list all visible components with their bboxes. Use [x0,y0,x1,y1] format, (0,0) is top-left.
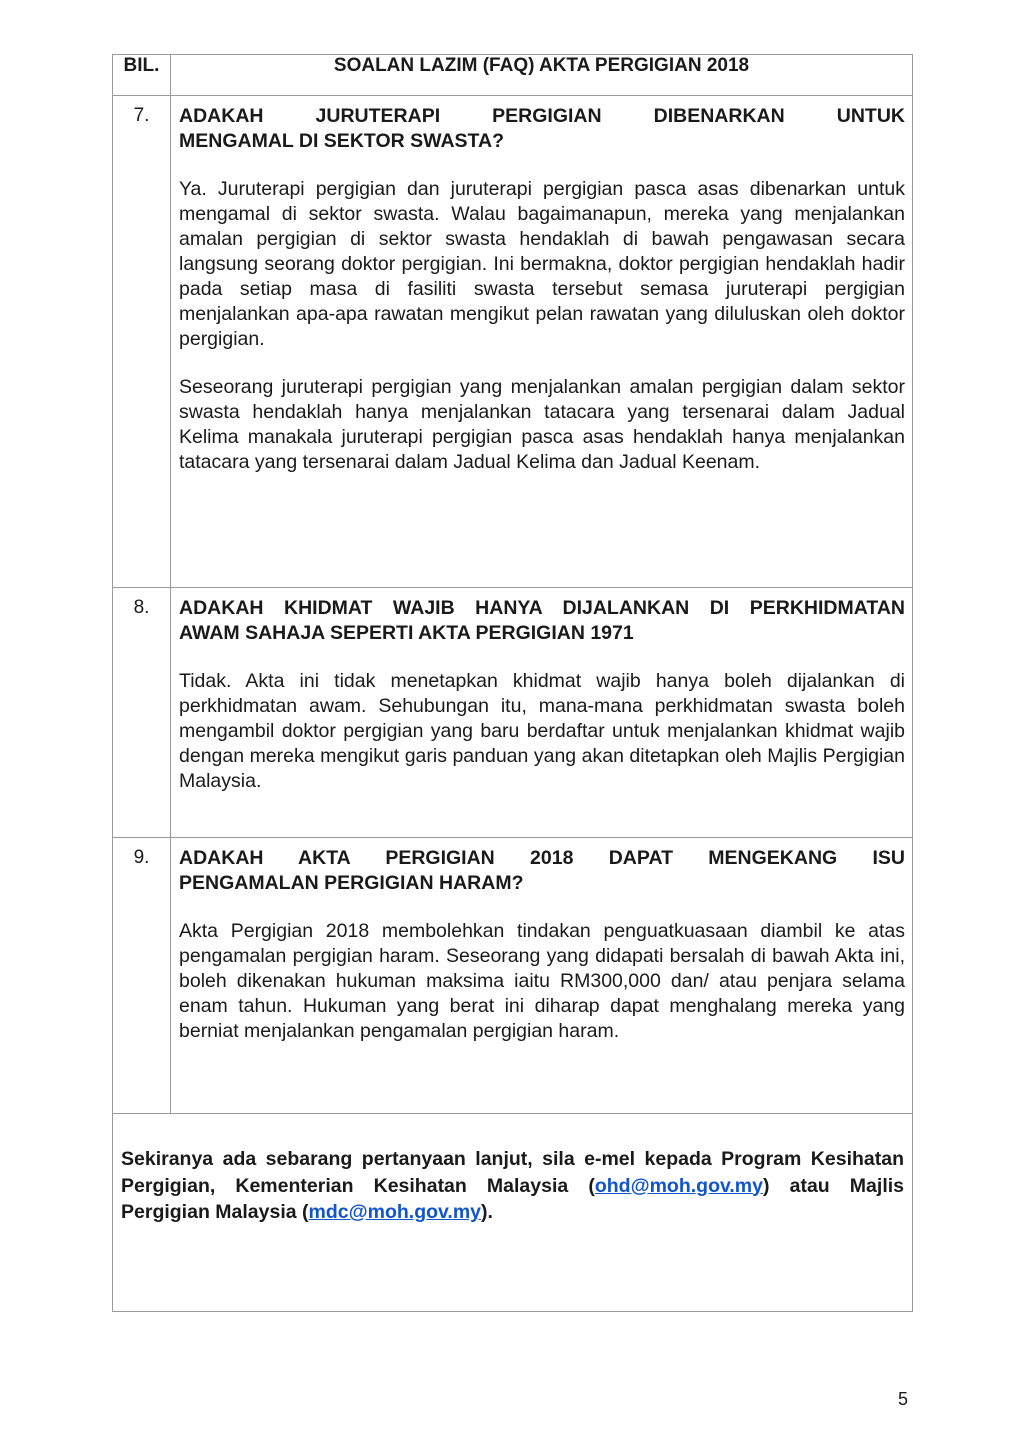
header-bil: BIL. [113,55,171,96]
question-line: AWAM SAHAJA SEPERTI AKTA PERGIGIAN 1971 [179,622,634,644]
question-line: ADAKAH KHIDMAT WAJIB HANYA DIJALANKAN DI PERKHIDMATAN [179,597,905,619]
question-line: ADAKAH JURUTERAPI PERGIGIAN DIBENARKAN UNTUK [179,105,905,127]
row-number: 8. [113,588,171,838]
row-number: 9. [113,838,171,1114]
email-link-ohd[interactable]: ohd@moh.gov.my [594,1174,763,1197]
page-number: 5 [898,1389,909,1409]
faq-content [171,588,913,838]
faq-row [113,96,913,588]
question-line: MENGAMAL DI SEKTOR SWASTA? [179,130,505,152]
contact-text-after: ). [481,1201,493,1223]
faq-table [112,54,913,1312]
header-title: SOALAN LAZIM (FAQ) AKTA PERGIGIAN 2018 [171,55,913,96]
faq-row [113,838,913,1114]
faq-question [179,104,905,154]
faq-question [179,596,905,646]
faq-answer: Akta Pergigian 2018 membolehkan tindakan penguatkuasaan diambil ke atas pengamalan pergigian haram. Seseorang yang didapati bersalah di bawah Akta ini, boleh dikenakan hukuman maksima iaitu RM300,000 dan/ atau penjara selama enam tahun. Hukuman yang berat ini diharap dapat menghalang mereka yang berniat menjalankan pengamalan pergigian haram. [179,920,905,1042]
question-line: ADAKAH AKTA PERGIGIAN 2018 DAPAT MENGEKANG ISU [179,847,905,869]
contact-text-before: Sekiranya ada sebarang pertanyaan lanjut, sila e-mel kepada Program Kesihatan Pergigian, Kementerian Kesihatan Malaysia ( [121,1148,904,1197]
faq-answer: Tidak. Akta ini tidak menetapkan khidmat wajib hanya boleh dijalankan di perkhidmatan awam. Sehubungan itu, mana-mana perkhidmatan swasta boleh mengambil doktor pergigian yang baru berdaftar untuk menjalankan khidmat wajib dengan mereka mengikut garis panduan yang akan ditetapkan oleh Majlis Pergigian Malaysia. [179,670,905,792]
contact-row [113,1114,913,1312]
faq-answer: Ya. Juruterapi pergigian dan juruterapi pergigian pasca asas dibenarkan untuk mengamal di sektor swasta. Walau bagaimanapun, mereka yang menjalankan amalan pergigian di sektor swasta hendaklah di bawah pengawasan secara langsung seorang doktor pergigian. Ini bermakna, doktor pergigian hendaklah hadir pada setiap masa di fasiliti swasta tersebut semasa juruterapi pergigian menjalankan apa-apa rawatan mengikut pelan rawatan yang diluluskan oleh doktor pergigian. [179,178,905,350]
faq-row [113,588,913,838]
table-header-row [113,55,913,96]
email-link-mdc[interactable]: mdc@moh.gov.my [308,1201,482,1223]
row-number: 7. [113,96,171,588]
faq-content [171,96,913,588]
faq-content [171,838,913,1114]
faq-answer: Seseorang juruterapi pergigian yang menjalankan amalan pergigian dalam sektor swasta hendaklah hanya menjalankan tatacara yang tersenarai dalam Jadual Kelima manakala juruterapi pergigian pasca asas hendaklah hanya menjalankan tatacara yang tersenarai dalam Jadual Kelima dan Jadual Keenam. [179,376,905,473]
contact-text [113,1114,913,1312]
contact-text-middle: ) atau Majlis Pergigian Malaysia ( [121,1174,904,1223]
question-line: PENGAMALAN PERGIGIAN HARAM? [179,872,524,894]
faq-question [179,846,905,896]
